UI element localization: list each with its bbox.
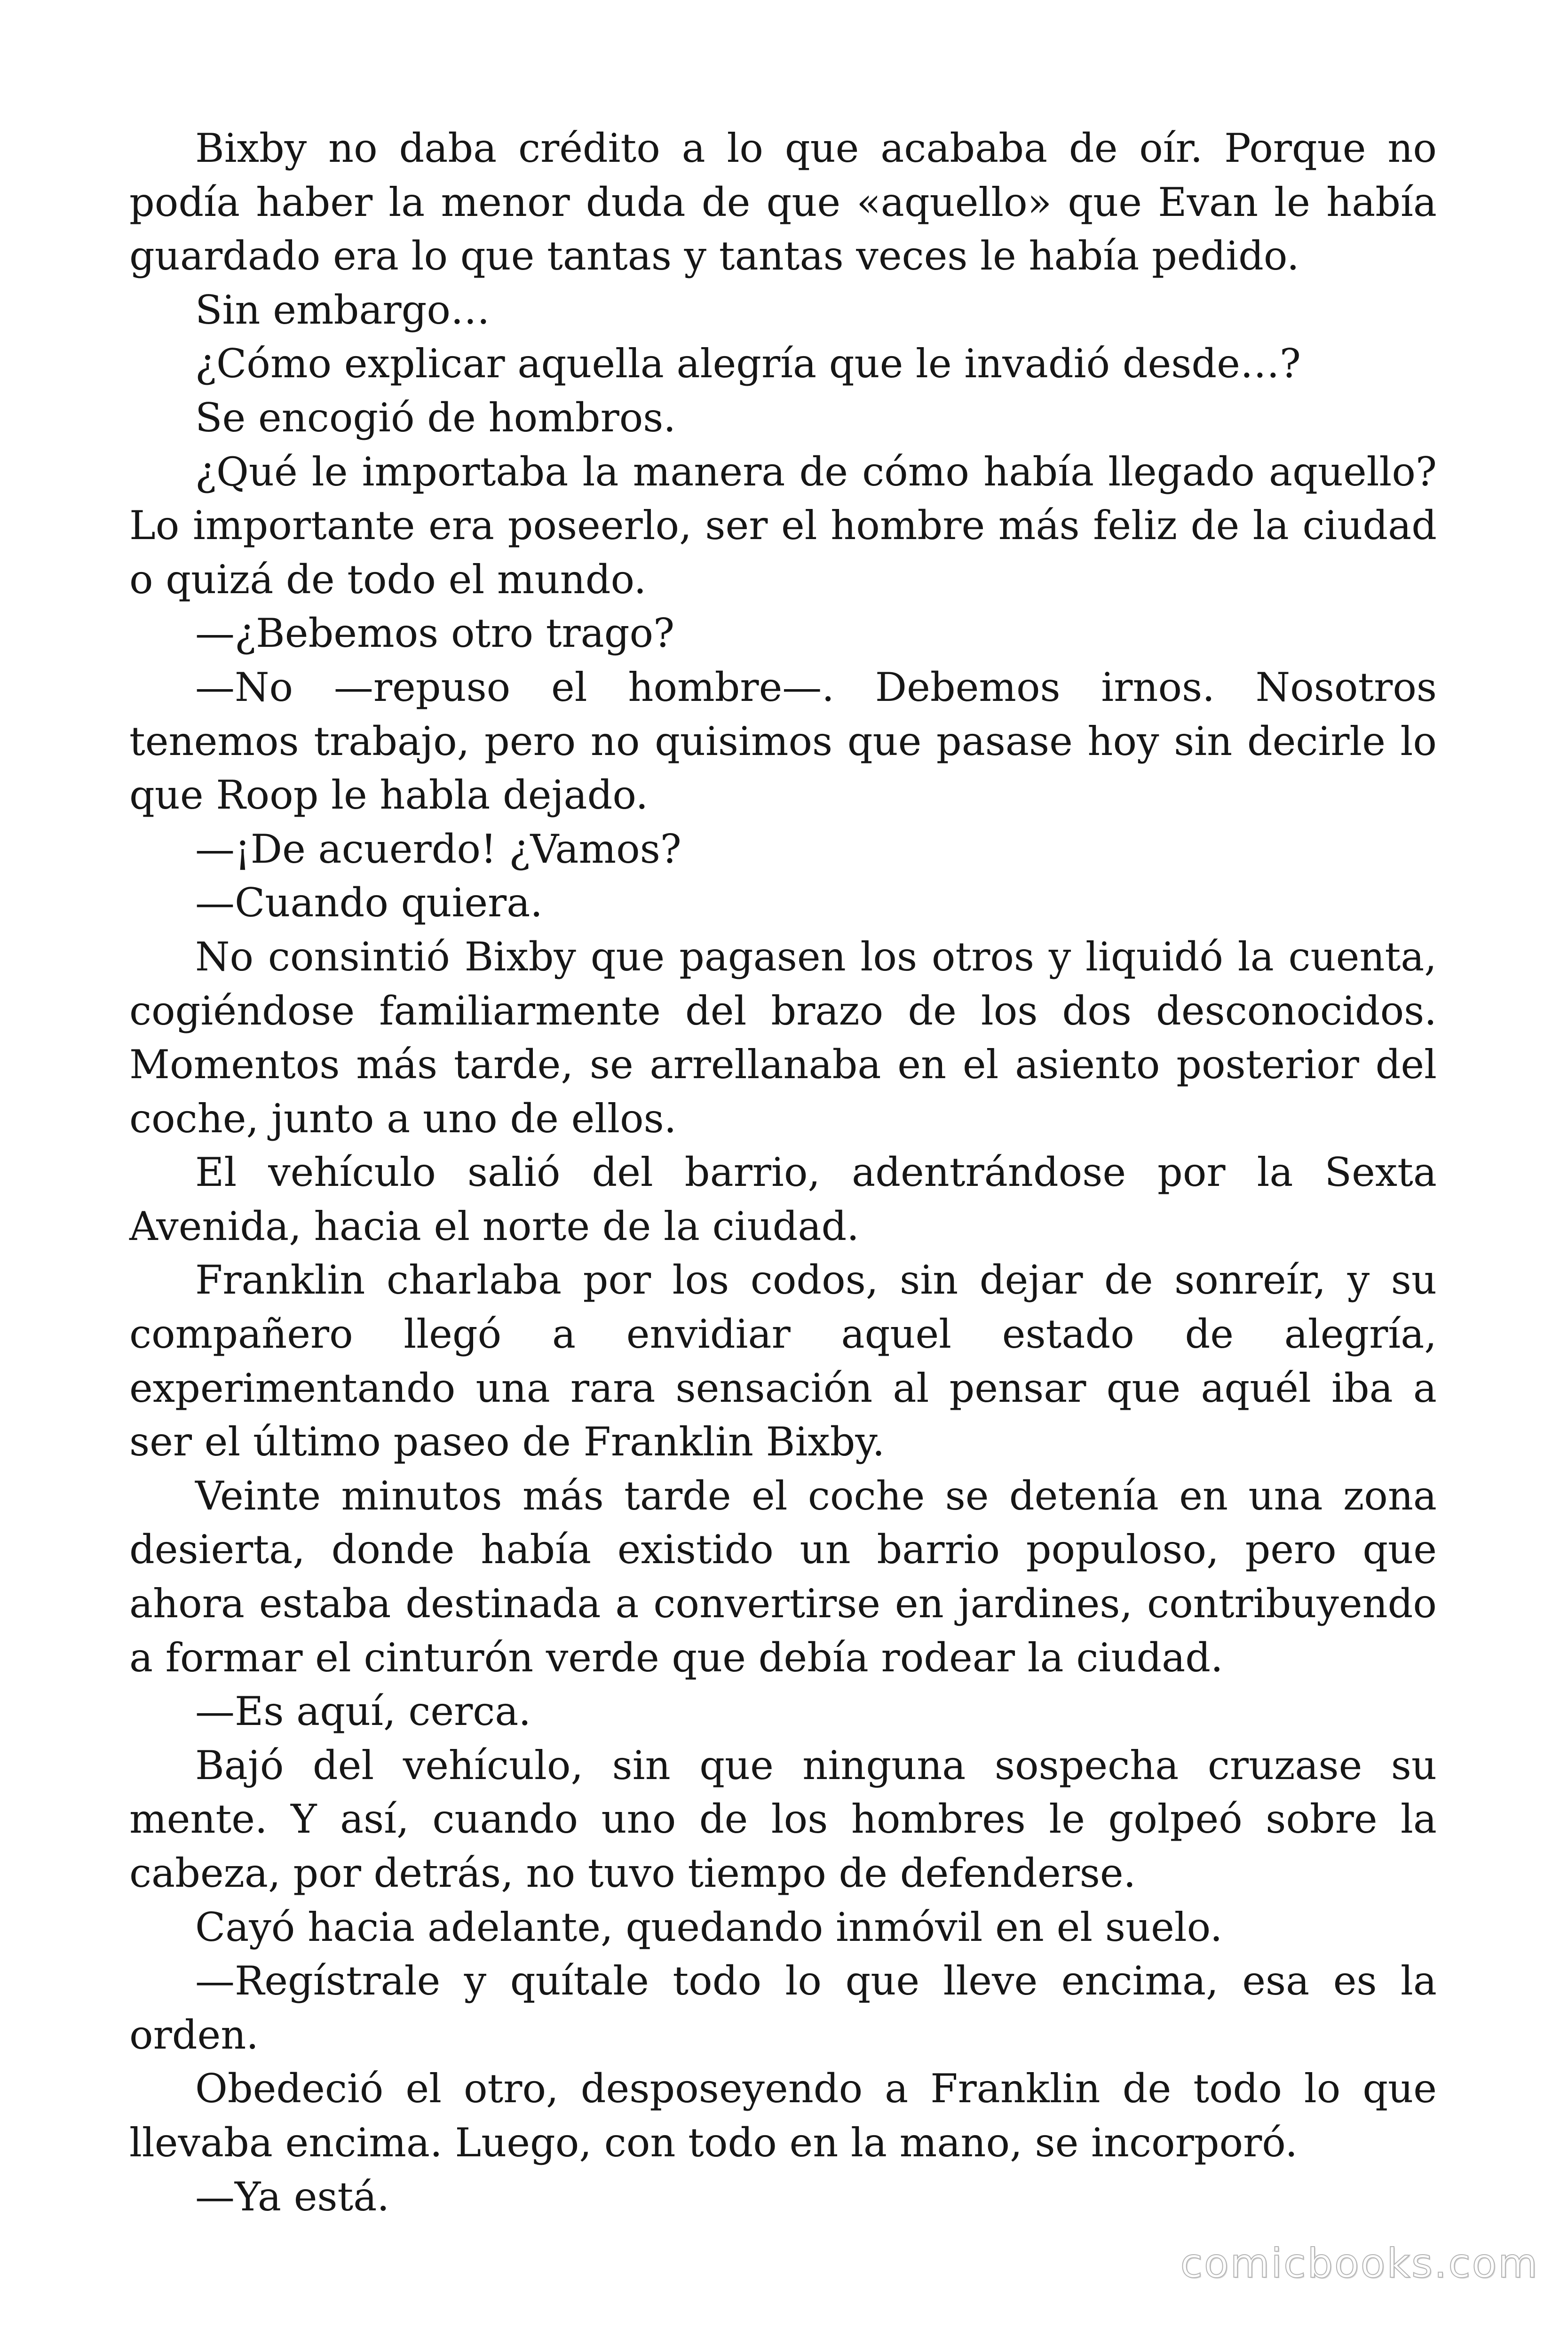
paragraph-10: No consintió Bixby que pagasen los otros y liquidó la cuenta, cogiéndose familiarmente del brazo de los dos desconocidos. Momentos más tarde, se arrellanaba en el asiento posterior del coche, junto a uno de ellos. bbox=[129, 933, 1437, 1142]
body-text bbox=[129, 121, 1437, 2224]
paragraph-1: Bixby no daba crédito a lo que acababa de oír. Porque no podía haber la menor duda de que «aquello» que Evan le había guardado era lo que tantas y tantas veces le había pedido. bbox=[129, 125, 1437, 279]
paragraph-14: —Es aquí, cerca. bbox=[195, 1688, 531, 1735]
paragraph-17: —Regístrale y quítale todo lo que lleve encima, esa es la orden. bbox=[129, 1958, 1437, 2058]
paragraph-16: Cayó hacia adelante, quedando inmóvil en el suelo. bbox=[195, 1904, 1223, 1950]
paragraph-15: Bajó del vehículo, sin que ninguna sospecha cruzase su mente. Y así, cuando uno de los hombres le golpeó sobre la cabeza, por detrás, no tuvo tiempo de defenderse. bbox=[129, 1742, 1437, 1896]
paragraph-6: —¿Bebemos otro trago? bbox=[195, 610, 675, 657]
paragraph-13: Veinte minutos más tarde el coche se detenía en una zona desierta, donde había existido un barrio populoso, pero que ahora estaba destinada a convertirse en jardines, contribuyendo a formar el cinturón verde que debía rodear la ciudad. bbox=[129, 1472, 1437, 1681]
paragraph-3: ¿Cómo explicar aquella alegría que le invadió desde…? bbox=[195, 341, 1301, 387]
paragraph-7: —No —repuso el hombre—. Debemos irnos. Nosotros tenemos trabajo, pero no quisimos que pasase hoy sin decirle lo que Roop le habla dejado. bbox=[129, 664, 1437, 818]
paragraph-19: —Ya está. bbox=[195, 2173, 390, 2220]
paragraph-2: Sin embargo… bbox=[195, 286, 490, 333]
paragraph-4: Se encogió de hombros. bbox=[195, 394, 676, 441]
paragraph-11: El vehículo salió del barrio, adentrándose por la Sexta Avenida, hacia el norte de la ciudad. bbox=[129, 1149, 1437, 1249]
paragraph-8: —¡De acuerdo! ¿Vamos? bbox=[195, 826, 681, 872]
paragraph-9: —Cuando quiera. bbox=[195, 880, 543, 926]
paragraph-12: Franklin charlaba por los codos, sin dejar de sonreír, y su compañero llegó a envidiar aquel estado de alegría, experimentando una rara sensación al pensar que aquél iba a ser el último paseo de Franklin Bixby. bbox=[129, 1257, 1437, 1465]
paragraph-18: Obedeció el otro, desposeyendo a Franklin de todo lo que llevaba encima. Luego, con todo en la mano, se incorporó. bbox=[129, 2066, 1437, 2166]
paragraph-5: ¿Qué le importaba la manera de cómo había llegado aquello? Lo importante era poseerlo, ser el hombre más feliz de la ciudad o quizá de todo el mundo. bbox=[129, 448, 1437, 603]
watermark-text: comicbooks.com bbox=[1180, 2240, 1539, 2287]
